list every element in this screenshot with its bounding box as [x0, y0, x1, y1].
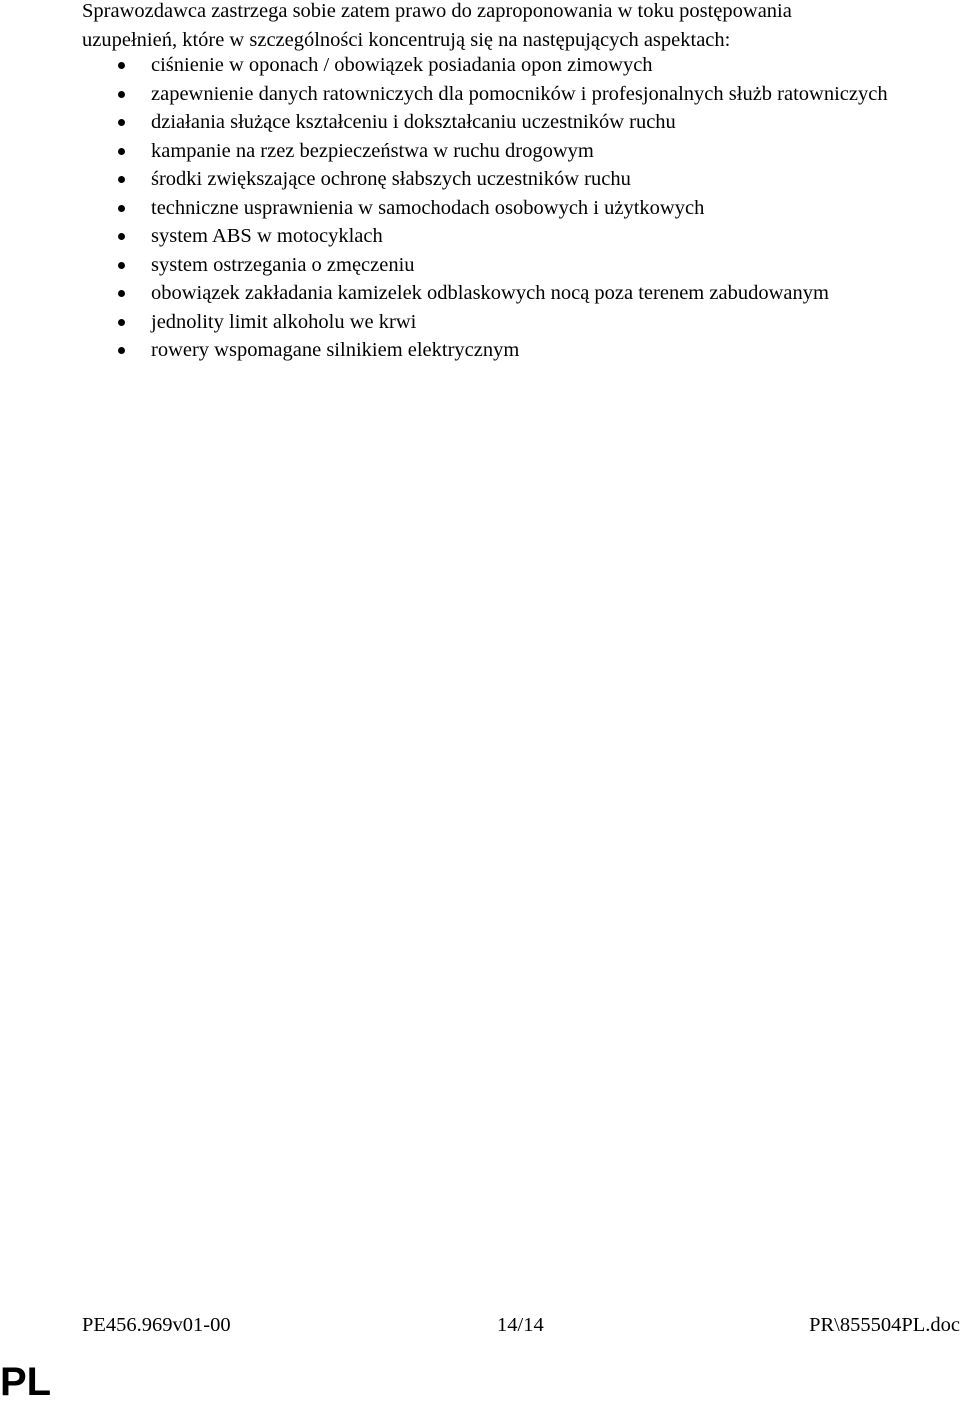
- list-item: [0, 222, 941, 251]
- intro-line-1: Sprawozdawca zastrzega sobie zatem prawo do zaproponowania w toku postępowania: [82, 0, 792, 22]
- list-item-text: środki zwiększające ochronę słabszych uczestników ruchu: [151, 168, 631, 190]
- list-item: [0, 165, 941, 194]
- bullet-icon: [118, 176, 125, 183]
- footer-file-name: PR\855504PL.doc: [809, 1314, 960, 1336]
- list-item-text: rowery wspomagane silnikiem elektrycznym: [151, 339, 520, 361]
- list-item-text: zapewnienie danych ratowniczych dla pomocników i profesjonalnych służb ratowniczych: [151, 82, 888, 105]
- bullet-icon: [118, 262, 125, 269]
- bullet-icon: [118, 119, 125, 126]
- bullet-list: [0, 51, 960, 365]
- intro-line-2: uzupełnień, które w szczególności koncentrują się na następujących aspektach:: [82, 28, 731, 51]
- list-item: [0, 80, 941, 109]
- list-item-text: system ostrzegania o zmęczeniu: [151, 253, 415, 276]
- list-item: [0, 108, 941, 137]
- list-item: [0, 194, 941, 223]
- list-item: [0, 137, 941, 166]
- page-footer: [82, 1311, 960, 1339]
- list-item: [0, 336, 941, 365]
- bullet-icon: [118, 233, 125, 240]
- bullet-icon: [118, 319, 125, 326]
- list-item-text: kampanie na rzez bezpieczeństwa w ruchu drogowym: [151, 139, 594, 162]
- list-item-text: działania służące kształceniu i dokształcaniu uczestników ruchu: [151, 111, 676, 133]
- bullet-icon: [118, 347, 125, 354]
- list-item: [0, 279, 941, 308]
- bullet-icon: [118, 205, 125, 212]
- list-item: [0, 308, 941, 337]
- intro-paragraph: [82, 0, 942, 54]
- footer-doc-reference: PE456.969v01-00: [82, 1314, 231, 1336]
- bullet-icon: [118, 148, 125, 155]
- list-item-text: obowiązek zakładania kamizelek odblaskowych nocą poza terenem zabudowanym: [151, 282, 829, 304]
- language-mark: PL: [0, 1360, 52, 1404]
- list-item-text: system ABS w motocyklach: [151, 225, 383, 247]
- list-item: [0, 51, 941, 80]
- bullet-icon: [118, 290, 125, 297]
- list-item-text: jednolity limit alkoholu we krwi: [151, 310, 417, 333]
- list-item-text: techniczne usprawnienia w samochodach osobowych i użytkowych: [151, 196, 705, 219]
- bullet-icon: [118, 62, 125, 69]
- bullet-icon: [118, 91, 125, 98]
- list-item: [0, 251, 941, 280]
- footer-page-number: 14/14: [497, 1314, 544, 1336]
- list-item-text: ciśnienie w oponach / obowiązek posiadania opon zimowych: [151, 54, 653, 76]
